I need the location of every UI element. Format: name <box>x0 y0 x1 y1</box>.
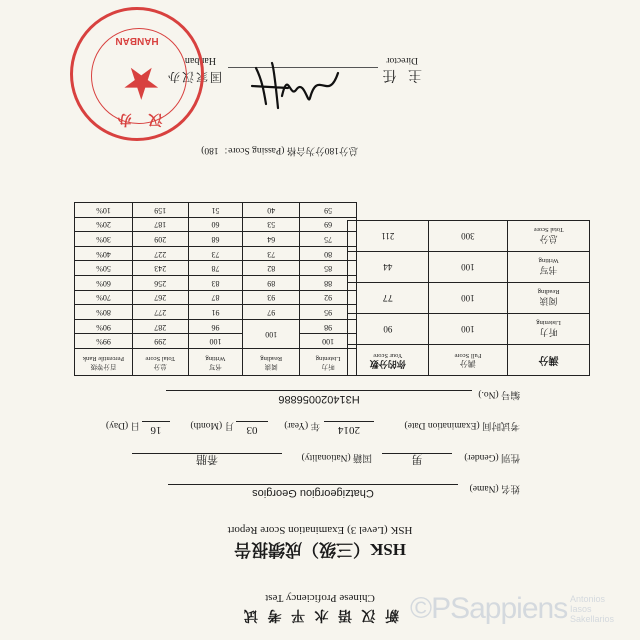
perc-cell: 78 <box>188 261 243 276</box>
perc-cell: 83 <box>188 276 243 291</box>
name-underline <box>168 484 458 485</box>
perc-cell: 20% <box>75 217 133 232</box>
perc-cell: 89 <box>243 276 300 291</box>
perc-cell: 277 <box>132 305 188 320</box>
day-value: 16 <box>150 424 162 436</box>
watermark: ©PSappiens Antonios Iasos Sakellarios <box>410 592 615 625</box>
month-value: 03 <box>246 424 258 436</box>
perc-cell: 80% <box>75 305 133 320</box>
institute-title: 新 汉 语 水 平 考 试 <box>241 607 399 622</box>
month-label: 月 (Month) <box>190 420 234 430</box>
perc-cell: 73 <box>188 246 243 261</box>
number-label: 编号 (No.) <box>478 389 520 399</box>
your-score-cell: 211 <box>348 221 429 252</box>
perc-cell: 100 <box>188 334 243 349</box>
year-label: 年 (Year) <box>284 420 320 430</box>
percentile-table <box>74 202 357 376</box>
perc-cell: 85 <box>300 261 357 276</box>
director-label-cn: 主 任 <box>378 67 422 82</box>
score-header-your: 你的分数 Your Score <box>348 345 429 376</box>
nationality-value: 希腊 <box>196 453 218 465</box>
table-row <box>75 290 357 305</box>
table-row <box>348 252 590 283</box>
exam-date-label: 考试时间 (Examination Date) <box>404 420 520 430</box>
gender-value: 男 <box>411 453 423 465</box>
table-row <box>75 276 357 291</box>
your-score-cell: 44 <box>348 252 429 283</box>
hanban-label-en: Hanban <box>184 55 216 66</box>
section-total: 总分 Total Score <box>508 221 590 252</box>
perc-cell: 64 <box>243 232 300 247</box>
table-row <box>75 334 357 349</box>
year-value: 2014 <box>338 424 360 436</box>
month-underline <box>236 421 268 422</box>
day-label: 日 (Day) <box>105 420 140 430</box>
perc-cell: 98 <box>300 319 357 334</box>
score-header-section: 满分 <box>508 345 590 376</box>
passing-score: 总分180分为合格 (Passing Score：180) <box>201 145 358 155</box>
table-row <box>75 246 357 261</box>
perc-cell: 73 <box>243 246 300 261</box>
hanban-label-cn: 国家汉办 <box>165 70 222 84</box>
table-row <box>75 319 357 334</box>
official-seal <box>70 7 204 141</box>
perc-header: 听力 Listening <box>300 349 357 376</box>
perc-cell: 51 <box>188 203 243 218</box>
name-value: Chatzigeorgiou Georgios <box>252 487 374 499</box>
perc-cell: 30% <box>75 232 133 247</box>
full-score-cell: 300 <box>428 221 508 252</box>
full-score-cell: 100 <box>428 252 508 283</box>
table-row <box>348 283 590 314</box>
perc-cell: 96 <box>188 319 243 334</box>
perc-cell: 80 <box>300 246 357 261</box>
english-subtitle: Chinese Proficiency Test <box>265 592 375 604</box>
perc-cell: 68 <box>188 232 243 247</box>
perc-cell: 90% <box>75 319 133 334</box>
name-label: 姓名 (Name) <box>469 483 520 493</box>
perc-header: 百分等级 Percentile Rank <box>75 349 133 376</box>
number-underline <box>166 390 472 391</box>
perc-cell: 100 <box>300 334 357 349</box>
perc-cell: 60% <box>75 276 133 291</box>
perc-cell: 88 <box>300 276 357 291</box>
perc-cell: 287 <box>132 319 188 334</box>
perc-cell: 159 <box>132 203 188 218</box>
perc-cell: 82 <box>243 261 300 276</box>
report-title-en: HSK (Level 3) Examination Score Report <box>227 524 413 536</box>
table-row <box>75 217 357 232</box>
perc-cell: 60 <box>188 217 243 232</box>
perc-cell: 209 <box>132 232 188 247</box>
perc-cell: 53 <box>243 217 300 232</box>
perc-cell: 40% <box>75 246 133 261</box>
seal-text-en: HANBAN <box>115 35 159 46</box>
perc-cell: 50% <box>75 261 133 276</box>
your-score-cell: 77 <box>348 283 429 314</box>
star-icon: ★ <box>121 58 161 107</box>
perc-cell: 227 <box>132 246 188 261</box>
perc-cell: 87 <box>188 290 243 305</box>
perc-cell: 100 <box>243 319 300 348</box>
table-row <box>75 232 357 247</box>
perc-cell: 95 <box>300 305 357 320</box>
full-score-cell: 100 <box>428 283 508 314</box>
year-underline <box>324 421 374 422</box>
director-label-en: Director <box>386 55 418 65</box>
perc-cell: 70% <box>75 290 133 305</box>
perc-cell: 93 <box>243 290 300 305</box>
gender-label: 性别 (Gender) <box>464 452 520 462</box>
section-listening: 听力 Listening <box>508 314 590 345</box>
perc-cell: 99% <box>75 334 133 349</box>
score-table <box>347 220 590 376</box>
perc-cell: 299 <box>132 334 188 349</box>
perc-header: 书写 Writing <box>188 349 243 376</box>
section-writing: 书写 Writing <box>508 252 590 283</box>
perc-cell: 256 <box>132 276 188 291</box>
director-signature <box>238 58 348 118</box>
perc-cell: 59 <box>300 203 357 218</box>
seal-text-cn: 汉 办 <box>111 111 163 127</box>
table-row <box>348 314 590 345</box>
perc-cell: 40 <box>243 203 300 218</box>
perc-cell: 97 <box>243 305 300 320</box>
perc-cell: 10% <box>75 203 133 218</box>
number-value: H314020056886 <box>278 393 360 405</box>
perc-header: 阅读 Reading <box>243 349 300 376</box>
perc-cell: 187 <box>132 217 188 232</box>
perc-cell: 243 <box>132 261 188 276</box>
report-title-cn: HSK（三级）成绩报告 <box>234 540 406 559</box>
table-row <box>348 221 590 252</box>
perc-cell: 91 <box>188 305 243 320</box>
perc-cell: 92 <box>300 290 357 305</box>
day-underline <box>142 421 170 422</box>
perc-cell: 69 <box>300 217 357 232</box>
table-row <box>75 305 357 320</box>
full-score-cell: 100 <box>428 314 508 345</box>
your-score-cell: 90 <box>348 314 429 345</box>
nationality-label: 国籍 (Nationality) <box>301 452 372 462</box>
perc-cell: 267 <box>132 290 188 305</box>
table-row <box>75 203 357 218</box>
score-header-full: 满分 Full Score <box>428 345 508 376</box>
perc-header: 总分 Total Score <box>132 349 188 376</box>
perc-cell: 75 <box>300 232 357 247</box>
section-reading: 阅读 Reading <box>508 283 590 314</box>
table-row <box>75 261 357 276</box>
